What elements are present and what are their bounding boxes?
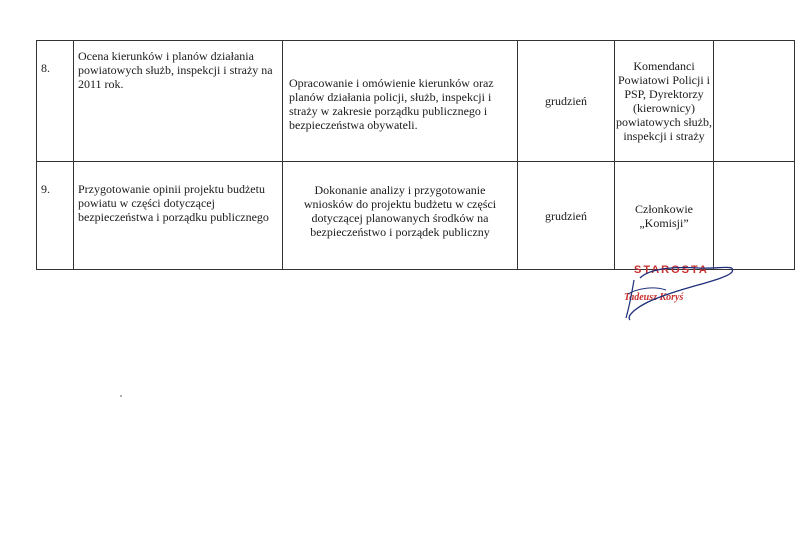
table-row (37, 162, 795, 270)
starosta-stamp (608, 258, 748, 328)
stamp-title: STAROSTA (634, 264, 709, 276)
table-row (37, 41, 795, 162)
description-cell (283, 41, 518, 162)
row-number: 9. (37, 162, 74, 270)
responsible-cell: Członkowie „Komisji” (615, 162, 714, 270)
notes-cell (714, 41, 795, 162)
description-cell (283, 162, 518, 270)
term-cell: grudzień (518, 162, 615, 270)
action-plan-table (36, 40, 795, 270)
handwritten-signature (608, 258, 748, 328)
responsible-cell: Komendanci Powiatowi Policji i PSP, Dyrektorzy (kierownicy) powiatowych służb, inspekcji i straży (615, 41, 714, 162)
task-cell: Przygotowanie opinii projektu budżetu powiatu w części dotyczącej bezpieczeństwa i porządku publicznego (74, 162, 283, 270)
task-cell: Ocena kierunków i planów działania powiatowych służb, inspekcji i straży na 2011 rok. (74, 41, 283, 162)
notes-cell (714, 162, 795, 270)
term-cell: grudzień (518, 41, 615, 162)
stamp-name: Tadeusz Koryś (624, 292, 684, 303)
description-text: Opracowanie i omówienie kierunków oraz planów działania policji, służb, inspekcji i straży w zakresie porządku publicznego i bezpieczeństwa obywateli. (289, 76, 494, 132)
description-text: Dokonanie analizy i przygotowanie wniosków do projektu budżetu w części dotyczącej planowanych środków na bezpieczeństwo i porządek publiczny (303, 182, 497, 239)
scan-speck (120, 395, 122, 397)
row-number: 8. (37, 41, 74, 162)
